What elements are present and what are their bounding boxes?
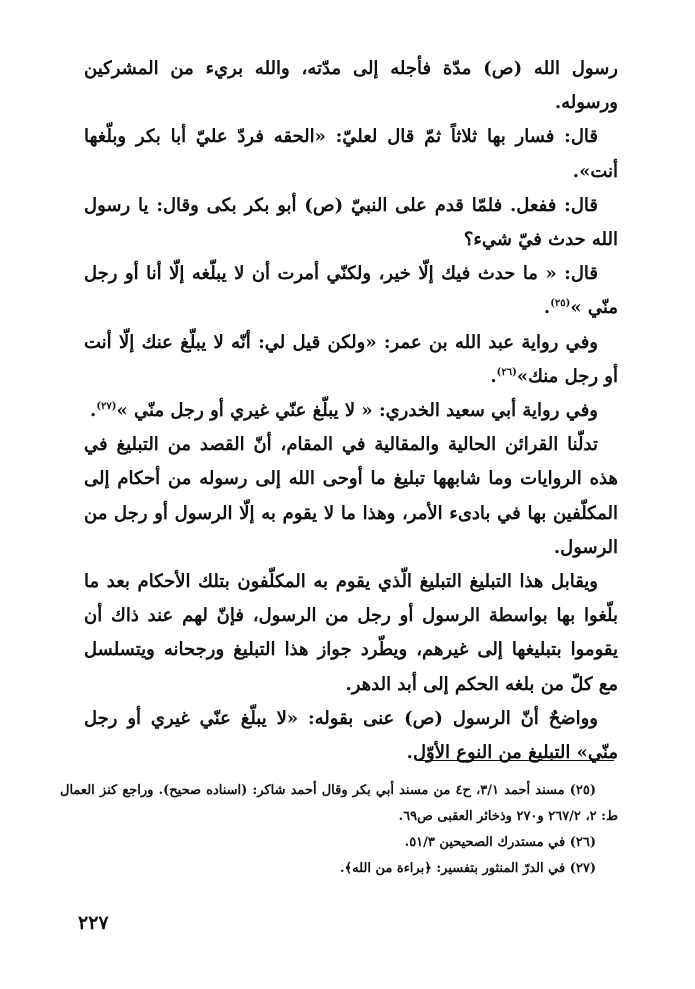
paragraph-text: قال: ففعل. فلمّا قدم على النبيّ (ص) أبو بكر بكى وقال: يا رسول الله حدث فيّ شيء؟ bbox=[84, 194, 618, 251]
footnote: (٢٧) في الدرّ المنثور بتفسير: ﴿براءة من الله﴾. bbox=[339, 861, 596, 876]
paragraph-text: قال: فسار بها ثلاثاً ثمّ قال لعليّ: «الحقه فردّ عليّ أبا بكر وبلّغها أنت». bbox=[84, 126, 618, 182]
paragraph-text: رسول الله (ص) مدّة فأجله إلى مدّته، والله بريء من المشركين ورسوله. bbox=[84, 58, 618, 114]
page-number: ٢٢٧ bbox=[78, 912, 109, 934]
paragraph bbox=[84, 120, 618, 188]
footnote-reference: (٢٥) bbox=[550, 298, 571, 310]
paragraph: وفي رواية أبي سعيد الخدري: « لا يبلّغ عنّي غيري أو رجل منّي »$^{(٢٧)}$. bbox=[90, 400, 598, 422]
paragraph: قال: « ما حدث فيك إلّا خير، ولكنّي أمرت أن لا يبلّغه إلّا أنا أو رجل منّي »$^{(٢٥)}$. bbox=[84, 263, 618, 319]
paragraph bbox=[84, 189, 618, 257]
main-text bbox=[84, 52, 618, 770]
paragraph-text: وواضحٌ أنّ الرسول (ص) عنى بقوله: «لا يبلّغ عنّي غيري أو رجل منّي» التبليغ من النوع الأوّل. bbox=[84, 707, 618, 764]
paragraph: وفي رواية عبد الله بن عمر: «ولكن قيل لي: أنّه لا يبلّغ عنك إلّا أنت أو رجل منك»$^{(٢٦)}$. bbox=[84, 331, 618, 387]
paragraph bbox=[84, 52, 618, 120]
paragraph-text: قال: « ما حدث فيك إلّا خير، ولكنّي أمرت أن لا يبلّغه إلّا أنا أو رجل منّي » bbox=[84, 263, 618, 319]
footnote-reference: (٢٧) bbox=[96, 401, 117, 413]
paragraph-text: وفي رواية عبد الله بن عمر: «ولكن قيل لي: أنّه لا يبلّغ عنك إلّا أنت أو رجل منك» bbox=[84, 331, 618, 387]
paragraph-text: ويقابل هذا التبليغ التبليغ الّذي يقوم به المكلّفون بتلك الأحكام بعد ما بلّغوا بها بواسطة الرسول أو رجل من الرسول، فإنّ لهم عند ذاك أن يقوموا بتبليغها إلى غيرهم، ويطّرد جواز هذا التبليغ ورجحانه ويتسلسل مع كلّ من بلغه الحكم إلى أبد الدهر. bbox=[84, 571, 618, 695]
paragraph-text: تدلّنا القرائن الحالية والمقالية في المقام، أنّ القصد من التبليغ في هذه الروايات وما شابهها تبليغ ما أوحى الله إلى رسوله من أحكام إلى المكلّفين بها في بادىء الأمر، وهذا ما لا يقوم به إلّا الرسول أو رجل من الرسول. bbox=[84, 434, 618, 558]
footnote-reference: (٢٦) bbox=[496, 366, 517, 378]
paragraph-text: وفي رواية أبي سعيد الخدري: « لا يبلّغ عنّي غيري أو رجل منّي » bbox=[116, 400, 598, 422]
footnotes bbox=[60, 778, 618, 882]
footnote: (٢٦) في مستدرك الصحيحين ٥١/٣. bbox=[404, 835, 596, 850]
paragraph bbox=[84, 565, 618, 702]
footnote-divider bbox=[418, 760, 614, 761]
footnote: (٢٥) مسند أحمد ٣/١، ح٤ من مسند أبي بكر وقال أحمد شاكر: (اسناده صحيح). وراجع كنز العمال ط: ٢، ٢٦٧/٢ و٢٧٠ وذخائر العقبى ص٦٩. bbox=[60, 783, 618, 824]
paragraph bbox=[84, 428, 618, 565]
